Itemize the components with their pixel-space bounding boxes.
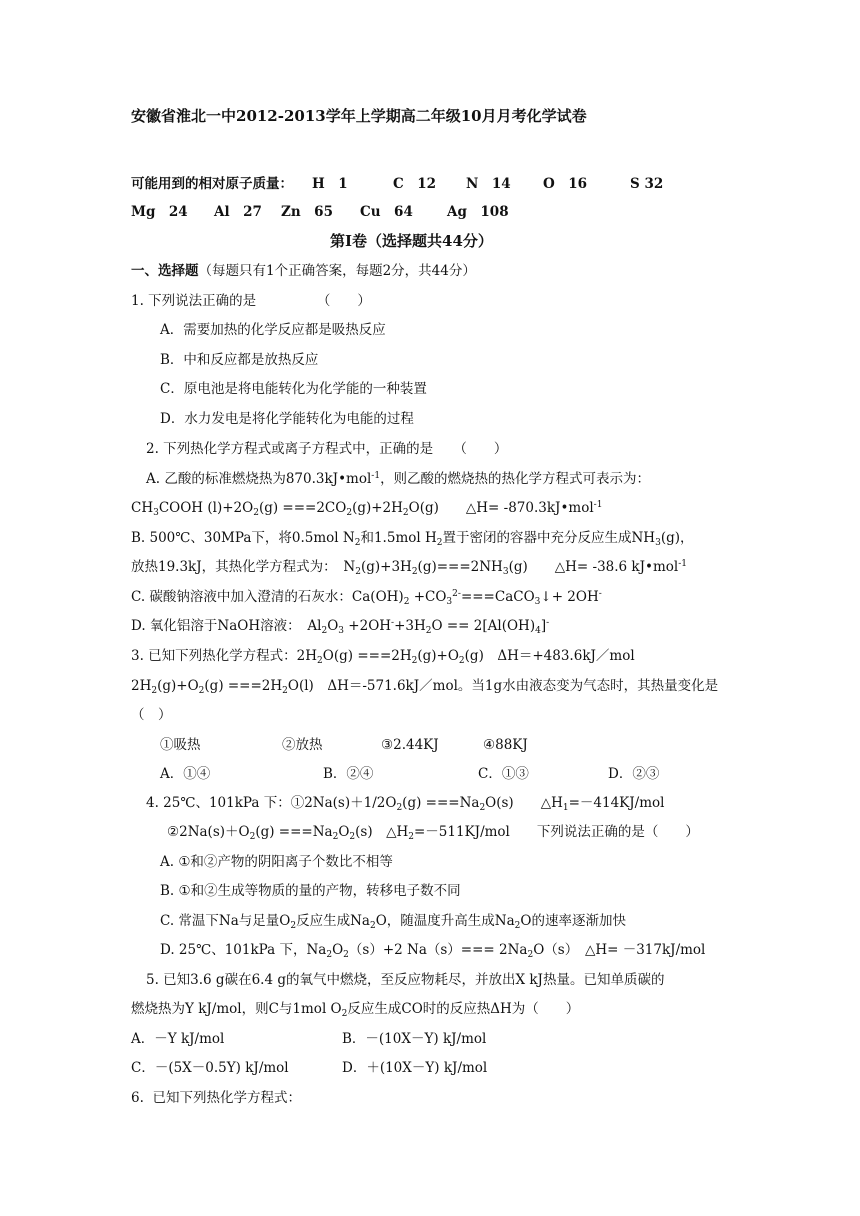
atomic-mass-n: N 14 [466, 176, 511, 192]
atomic-mass-label: 可能用到的相对原子质量： [131, 176, 293, 192]
q5-option-a: A．－Y kJ/mol [131, 1031, 225, 1047]
atomic-mass-h: H 1 [312, 176, 348, 192]
q2-a-line2: $CH_3COOH$ $(l)+2O_2(g) ===2CO_2(g)+2H_2O(g)$ △H= -870.3kJ•mol$^{-1}$ [131, 500, 603, 518]
q1-option-d: D．水力发电是将化学能转化为电能的过程 [160, 411, 414, 427]
q3-option-a: A．①④ [160, 766, 211, 782]
q5-option-b: B．－(10X－Y) kJ/mol [342, 1031, 487, 1047]
part-note: （每题只有1个正确答案，每题2分，共44分） [198, 263, 476, 279]
q2-a-line1: A. 乙酸的标准燃烧热为870.3kJ•mol$^{-1}$，则乙酸的燃烧热的热化学方程式可表示为： [146, 471, 651, 487]
q4-option-d: D. 25℃、101kPa 下，$Na_2O_2(s)+2$ $Na(s)=== 2Na_2O(s)$ △H= －317kJ/mol [160, 942, 706, 960]
q6-stem: 6. 已知下列热化学方程式： [131, 1090, 301, 1106]
q3-option-b: B．②④ [323, 766, 374, 782]
q2-stem: 2. 下列热化学方程式或离子方程式中，正确的是 （ ） [146, 441, 508, 457]
q1-option-a: A．需要加热的化学反应都是吸热反应 [160, 322, 386, 338]
q5-option-c: C．－(5X－0.5Y) kJ/mol [131, 1060, 289, 1076]
q4-line1: 4. 25℃、101kPa 下：$①2Na(s)+1/2O_2(g) ===Na_2O(s)$ $\triangle H_1=-414KJ$/mol [146, 795, 665, 813]
q3-line3: （ ） [131, 707, 172, 723]
part-title: 一、选择题 [131, 263, 199, 279]
q3-option-c: C．①③ [478, 766, 529, 782]
q1-option-c: C．原电池是将电能转化为化学能的一种装置 [160, 381, 427, 397]
q4-option-a: A. ①和②产物的阴阳离子个数比不相等 [160, 854, 393, 870]
atomic-mass-ag: Ag 108 [447, 204, 509, 220]
q5-line2: 燃烧热为Y kJ/mol，则C与1mol $O_2$反应生成CO时的反应热ΔH为（ ） [131, 1001, 580, 1019]
part-heading [131, 261, 476, 281]
q2-c: C. 碳酸钠溶液中加入澄清的石灰水：$Ca(OH)_2$ $+CO_3^{2-}===CaCO_3↓+ 2OH^-$ [131, 589, 602, 607]
q3-item-2: ②放热 [282, 737, 323, 753]
q3-line1: 3. 已知下列热化学方程式：$2H_2O(g) ===2H_2(g)+O_2(g)$ ΔH＝+483.6kJ／mol [131, 648, 635, 666]
exam-title: 安徽省淮北一中2012-2013学年上学期高二年级10月月考化学试卷 [131, 107, 587, 125]
q5-line1: 5. 已知3.6 g碳在6.4 g的氧气中燃烧，至反应物耗尽，并放出X kJ热量。已知单质碳的 [146, 972, 665, 988]
q3-item-3: ③2.44KJ [381, 737, 439, 753]
q1-stem: 1. 下列说法正确的是 （ ） [131, 293, 371, 309]
atomic-mass-al: Al 27 [214, 204, 262, 220]
q4-option-c: C. 常温下Na与足量$O_2$反应生成$Na_2O$，随温度升高生成$Na_2O$的速率逐渐加快 [160, 913, 626, 931]
section-heading: 第Ⅰ卷（选择题共44分） [330, 232, 493, 250]
q3-item-4: ④88KJ [483, 737, 528, 753]
atomic-mass-zn: Zn 65 [281, 204, 333, 220]
atomic-mass-mg: Mg 24 [131, 204, 188, 220]
q3-item-1: ①吸热 [160, 737, 201, 753]
atomic-mass-cu: Cu 64 [360, 204, 413, 220]
q5-option-d: D．＋(10X－Y) kJ/mol [342, 1060, 488, 1076]
q2-b-line2: 放热19.3kJ，其热化学方程式为： $N_2(g)+3H_2(g)===2NH_3(g)$ △H= -38.6 kJ•mol$^{-1}$ [131, 559, 688, 577]
q4-line2: $②2Na(s)+O_2(g) ===Na_2O_2(s)$ $\triangle H_2=-511KJ$/mol 下列说法正确的是（ ） [167, 824, 699, 842]
atomic-mass-o: O 16 [543, 176, 588, 192]
q4-option-b: B. ①和②生成等物质的量的产物，转移电子数不同 [160, 883, 461, 899]
atomic-mass-c: C 12 [393, 176, 437, 192]
q2-b-line1: B. 500℃、30MPa下，将0.5mol $N_2$和1.5mol $H_2$置于密闭的容器中充分反应生成$NH_3(g)$， [131, 530, 694, 548]
q3-option-d: D．②③ [608, 766, 660, 782]
q1-option-b: B．中和反应都是放热反应 [160, 352, 319, 368]
q2-d: D. 氧化铝溶于NaOH溶液： $Al_2O_3 +2OH^-+3H_2O == 2[Al(OH)_4]^-$ [131, 618, 550, 636]
atomic-mass-s: S 32 [630, 176, 664, 192]
q3-line2: $2H_2(g)+O_2(g) ===2H_2O(l)$ ΔH＝-571.6kJ／mol。当1g水由液态变为气态时，其热量变化是 [131, 678, 719, 696]
